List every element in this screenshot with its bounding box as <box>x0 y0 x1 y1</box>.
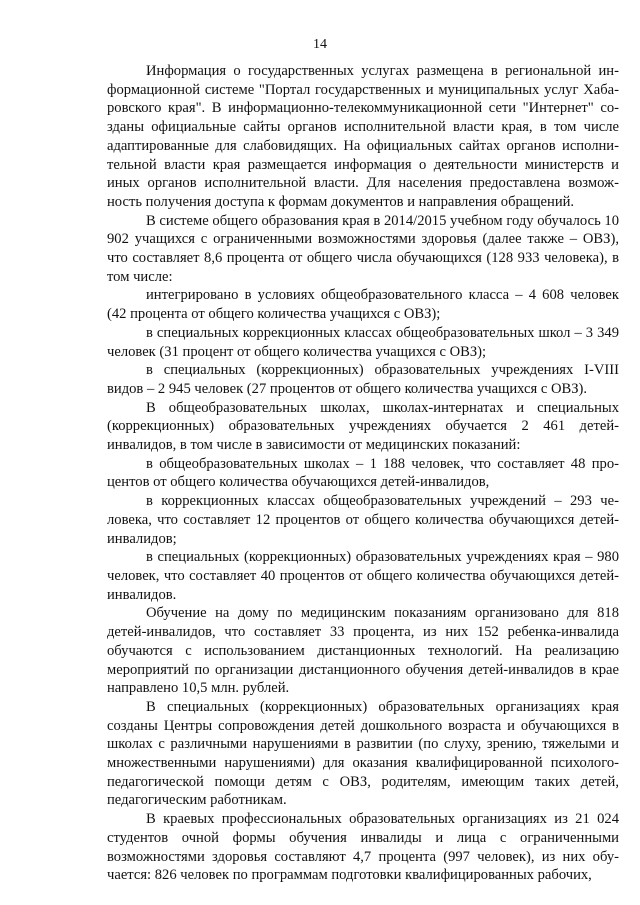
paragraph-disabled-children: В общеобразовательных школах, школах-интернатах и специальных (коррекционных) образовательных учреждениях обучается 2 461 детей-инвалидов, в том числе в зависимости от медицинских показаний: <box>107 399 619 454</box>
paragraph-general-schools: в общеобразовательных школах – 1 188 человек, что составляет 48 процентов от общего количества обучающихся детей-инвалидов, <box>107 455 619 491</box>
paragraph-correction-classes-disabled: в коррекционных классах общеобразовательных учреждений – 293 человека, что составляет 12 процентов от общего количества обучающихся детей-инвалидов; <box>107 493 619 547</box>
body-text <box>107 62 619 885</box>
paragraph-integrated: интегрировано в условиях общеобразовательного класса – 4 608 человек (42 процента от общего количества учащихся с ОВЗ); <box>107 287 619 323</box>
paragraph-general-education: В системе общего образования края в 2014/2015 учебном году обучалось 10 902 учащихся с ограниченными возможностями здоровья (далее также – ОВЗ), что составляет 8,6 процента от общего числа обучающихся (128 933 человека), в том числе: <box>107 212 619 285</box>
paragraph-special-institutions: в специальных (коррекционных) образовательных учреждениях I-VIII видов – 2 945 человек (27 процентов от общего количества учащихся с ОВЗ). <box>107 362 619 397</box>
page-number: 14 <box>313 37 327 52</box>
paragraph-special-institutions-disabled: в специальных (коррекционных) образовательных учреждениях края – 980 человек, что составляет 40 процентов от общего количества обучающихся детей-инвалидов. <box>107 549 619 603</box>
paragraph-vocational-education: В краевых профессиональных образовательных организациях из 21 024 студентов очной формы обучения инвалиды и лица с ограниченными возможностями здоровья составляют 4,7 процента (997 человек), из них обучается: 826 человек по программам подготовки квалифицированных рабочих, <box>107 811 619 884</box>
paragraph-home-education: Обучение на дому по медицинским показаниям организовано для 818 детей-инвалидов, что составляет 33 процента, из них 152 ребенка-инвалида обучаются с использованием дистанционных технологий. На реализацию мероприятий по организации дистанционного обучения детей-инвалидов в крае направлено 10,5 млн. рублей. <box>107 605 619 697</box>
paragraph-portal-info: Информация о государственных услугах размещена в региональной информационной системе "Портал государственных и муниципальных услуг Хабаровского края". В информационно-телекоммуникационной сети "Интернет" созданы официальные сайты органов исполнительной власти края, в том числе адаптированные для слабовидящих. На официальных сайтах органов исполнительной власти края размещается информация о деятельности министерств и иных органов исполнительной власти. Для населения предоставлена возможность получения доступа к формам документов и направления обращений. <box>107 63 619 210</box>
paragraph-correction-classes: в специальных коррекционных классах общеобразовательных школ – 3 349 человек (31 процент от общего количества учащихся с ОВЗ); <box>107 324 619 360</box>
paragraph-support-centers: В специальных (коррекционных) образовательных организациях края созданы Центры сопровождения детей дошкольного возраста и обучающихся в школах с различными нарушениями в развитии (по слуху, зрению, тяжелыми и множественными нарушениями) для оказания квалифицированной психолого-педагогической помощи детям с ОВЗ, родителям, имеющим таких детей, педагогическим работникам. <box>107 698 619 809</box>
